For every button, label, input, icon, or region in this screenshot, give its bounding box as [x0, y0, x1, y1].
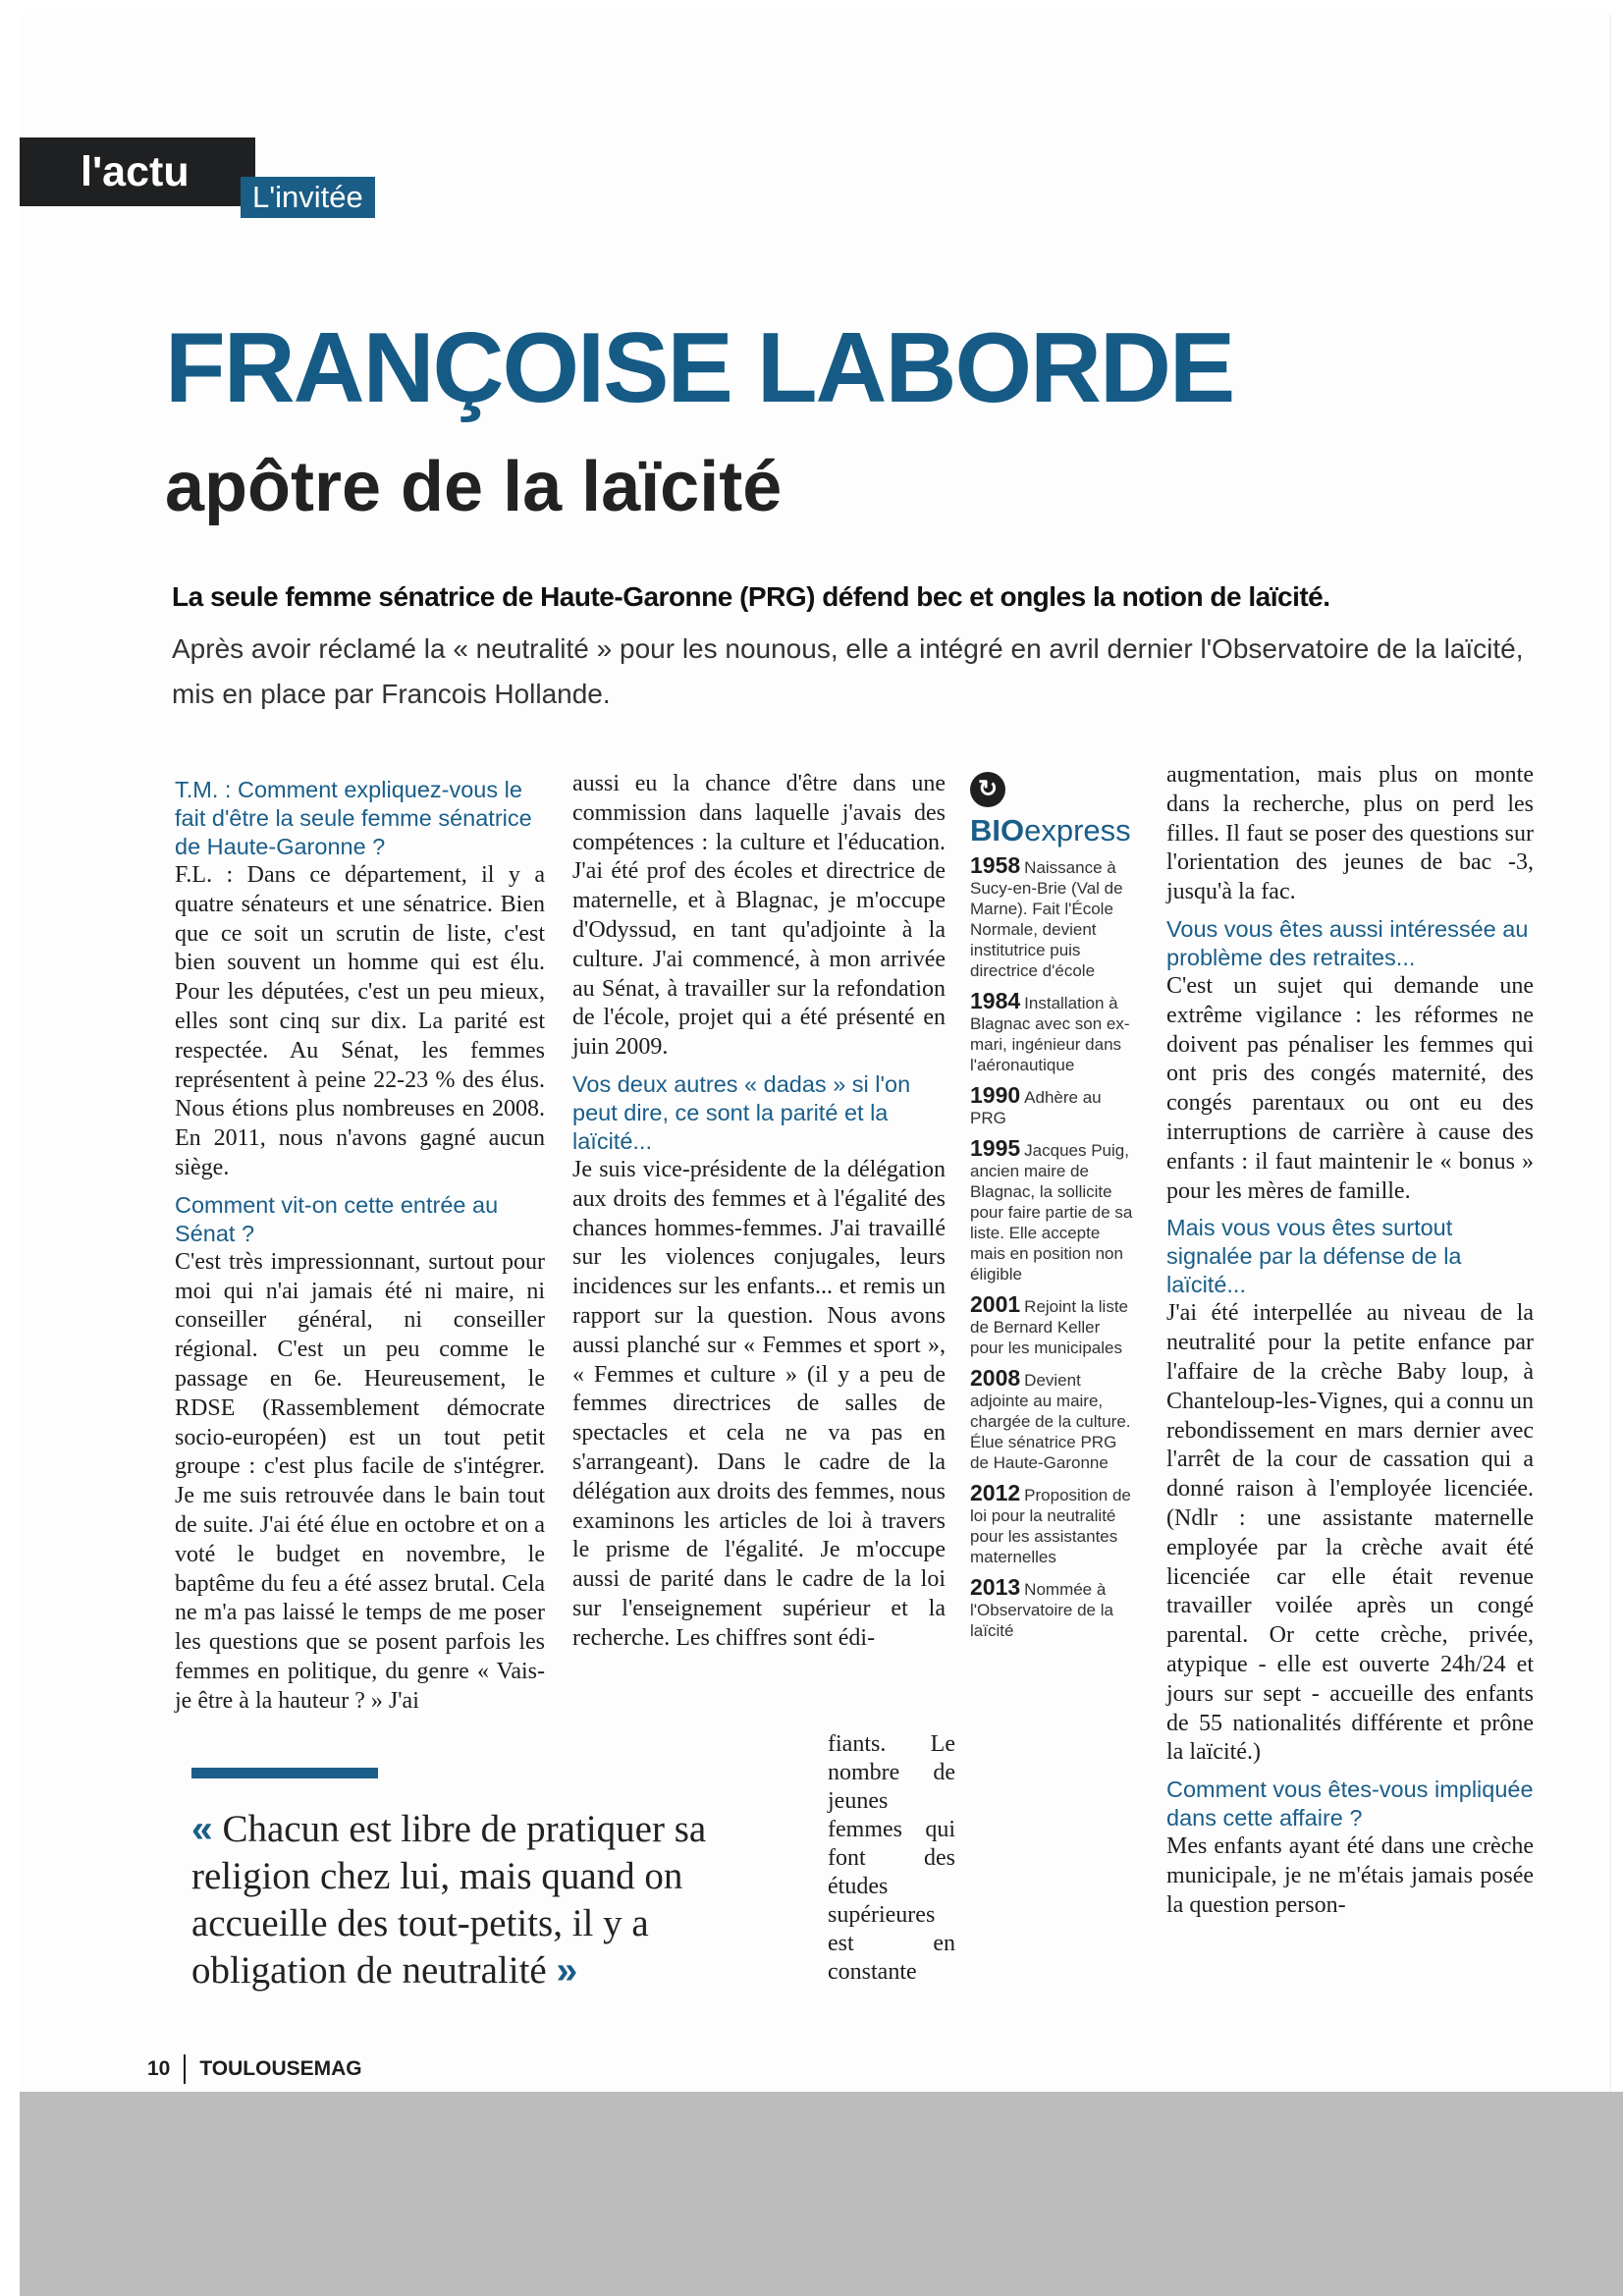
bio-text: Naissance à Sucy-en-Brie (Val de Marne). Fait l'École Normale, devient institutrice puis directrice d'école — [970, 858, 1123, 980]
answer-6: Mes enfants ayant été dans une crèche municipale, je ne m'étais jamais posée la question person- — [1166, 1833, 1534, 1918]
page-footer — [147, 2054, 362, 2084]
column-1 — [175, 776, 545, 1717]
section-tag — [20, 137, 255, 206]
article-title: FRANÇOISE LABORDE — [165, 313, 1234, 423]
bio-entry — [970, 1291, 1137, 1358]
answer-3-tail: fiants. Le nombre de jeunes femmes qui font des études supérieures est en constante — [828, 1731, 955, 1985]
bio-title — [970, 815, 1137, 846]
bio-year: 1990 — [970, 1082, 1021, 1108]
subsection-label: L'invitée — [241, 177, 375, 218]
column-2 — [572, 770, 946, 1654]
pull-quote-body: Chacun est libre de pratiquer sa religion chez lui, mais quand on accueille des tout-petits, il y a obligation de neutralité — [191, 1808, 707, 1992]
bio-express-box — [970, 772, 1137, 1641]
bio-year: 2008 — [970, 1365, 1021, 1391]
question-4: Vous vous êtes aussi intéressée au problème des retraites... — [1166, 915, 1529, 970]
answer-2: C'est très impressionnant, surtout pour moi qui n'ai jamais été ni maire, ni conseiller général, ni conseiller régional. C'est un peu comme le passage en 6e. Heureusement, le RDSE (Rassemblement démocrate socio-européen) est un tout petit groupe : c'est plus facile de s'intégrer. Je me suis retrouvée dans le bain tout de suite. J'ai été élue en octobre et on a voté le budget en novembre, le baptême du feu a été assez brutal. Cela ne m'a pas laissé le temps de me poser les questions que se posent parfois les femmes en politique, du genre « Vais-je être à la hauteur ? » J'ai — [175, 1248, 545, 1714]
answer-3: Je suis vice-présidente de la délégation aux droits des femmes et à l'égalité des chances hommes-femmes. J'ai travaillé sur les violences conjugales, leurs incidences sur les enfants... et remis un rapport sur la question. Nous avons aussi planché sur « Femmes et sport », « Femmes et culture » (il y a peu de femmes directrices de salles de spectacles et cela ne va pas en s'arrangeant). Dans le cadre de la délégation aux droits des femmes, nous examinons les articles de loi à travers le prisme de l'égalité. Je m'occupe aussi de parité dans le cadre de la loi sur l'enseignement supérieur et la recherche. Les chiffres sont édi- — [572, 1156, 946, 1651]
page-number: 10 — [147, 2057, 171, 2080]
bio-entry — [970, 988, 1137, 1075]
lead-text: Après avoir réclamé la « neutralité » pour les nounous, elle a intégré en avril dernier l'Observatoire de la laïcité, mis en place par Francois Hollande. — [172, 633, 1524, 709]
bio-entry — [970, 852, 1137, 981]
column-4 — [1166, 761, 1534, 1921]
bio-text: Devient adjointe au maire, chargée de la culture. Élue sénatrice PRG de Haute-Garonne — [970, 1371, 1131, 1472]
bio-text: Adhère au PRG — [970, 1088, 1102, 1127]
bio-entry — [970, 1574, 1137, 1641]
article-subtitle: apôtre de la laïcité — [165, 448, 783, 526]
bio-text: Installation à Blagnac avec son ex-mari, ingénieur dans l'aéronautique — [970, 994, 1130, 1074]
bio-title-bold: BIO — [970, 813, 1025, 847]
bio-year: 2013 — [970, 1574, 1021, 1600]
bio-entry — [970, 1365, 1137, 1473]
question-3: Vos deux autres « dadas » si l'on peut dire, ce sont la parité et la laïcité... — [572, 1070, 911, 1154]
quote-close-mark: » — [556, 1949, 578, 1992]
bio-text: Proposition de loi pour la neutralité pour les assistantes maternelles — [970, 1486, 1131, 1566]
scan-background — [20, 2092, 1623, 2296]
magazine-name: TOULOUSEMAG — [199, 2057, 362, 2080]
bio-year: 2001 — [970, 1291, 1021, 1317]
question-1: T.M. : Comment expliquez-vous le fait d'être la seule femme sénatrice de Haute-Garonne ? — [175, 777, 532, 859]
bio-entry — [970, 1135, 1137, 1285]
bio-text: Rejoint la liste de Bernard Keller pour les municipales — [970, 1297, 1128, 1357]
bio-year: 1995 — [970, 1135, 1021, 1161]
answer-4: C'est un sujet qui demande une extrême vigilance : les réformes ne doivent pas pénaliser les femmes qui ont pris des congés maternité, des congés parentaux ou ont eu des interruptions de carrière à cause des enfants : il faut maintenir le « bonus » pour les mères de famille. — [1166, 972, 1534, 1204]
bio-title-rest: express — [1024, 813, 1131, 847]
bio-year: 1958 — [970, 852, 1021, 878]
answer-1: F.L. : Dans ce département, il y a quatre sénateurs et une sénatrice. Bien que ce soit un scrutin de liste, c'est bien souvent un homme qui est élu. Pour les députées, c'est un peu mieux, elles sont cinq sur dix. La parité est respectée. Au Sénat, les femmes représentent à peine 22-23 % des élus. Nous étions plus nombreuses en 2008. En 2011, nous n'avons gagné aucun siège. — [175, 862, 545, 1180]
bio-text: Nommée à l'Observatoire de la laïcité — [970, 1580, 1113, 1640]
answer-2-continued: aussi eu la chance d'être dans une commission dans laquelle j'avais des compétences : la culture et l'éducation. J'ai été prof des écoles et directrice de maternelle, et à Blagnac, je m'occupe d'Odyssud, en tant qu'adjointe à la culture. J'ai commencé, à mon arrivée au Sénat, à travailler sur la refondation de l'école, projet qui a été présenté en juin 2009. — [572, 771, 946, 1061]
question-6: Comment vous êtes-vous impliquée dans cette affaire ? — [1166, 1777, 1534, 1831]
bio-entry — [970, 1082, 1137, 1128]
column-2-tail — [828, 1730, 955, 1987]
answer-5: J'ai été interpellée au niveau de la neutralité pour la petite enfance par l'affaire de la crèche Baby loup, à Chanteloup-les-Vignes, qui a connu un rebondissement en mars dernier avec l'arrêt de la cour de cassation qui a donné raison à l'employée licenciée. (Ndlr : une assistante maternelle employée par la crèche avait été licenciée car elle était revenue travailler voilée après un congé parental. Or cette crèche, privée, atypique - elle est ouverte 24h/24 et jours sur sept - accueille des enfants de 55 nationalités différente et prône la laïcité.) — [1166, 1300, 1534, 1766]
quote-accent-bar — [191, 1768, 378, 1778]
quote-open-mark: « — [191, 1808, 213, 1850]
section-label: l'actu — [20, 137, 255, 206]
bio-year: 2012 — [970, 1480, 1021, 1505]
lead-bold: La seule femme sénatrice de Haute-Garonne (PRG) défend bec et ongles la notion de laïcité. — [172, 581, 1330, 612]
answer-3-end: augmentation, mais plus on monte dans la recherche, plus on perd les filles. Il faut se poser des questions sur l'orientation des jeunes de bac -3, jusqu'à la fac. — [1166, 762, 1534, 905]
question-2: Comment vit-on cette entrée au Sénat ? — [175, 1191, 499, 1246]
clock-arrow-icon: ↻ — [970, 772, 1005, 807]
bio-text: Jacques Puig, ancien maire de Blagnac, la sollicite pour faire partie de sa liste. Elle accepte mais en position non éligible — [970, 1141, 1133, 1284]
bio-year: 1984 — [970, 988, 1021, 1013]
bio-entry — [970, 1480, 1137, 1567]
pull-quote-text — [191, 1806, 800, 1995]
question-5: Mais vous vous êtes surtout signalée par la défense de la laïcité... — [1166, 1215, 1462, 1298]
pull-quote — [191, 1768, 800, 1995]
footer-divider — [184, 2054, 186, 2084]
bio-timeline — [970, 852, 1137, 1641]
